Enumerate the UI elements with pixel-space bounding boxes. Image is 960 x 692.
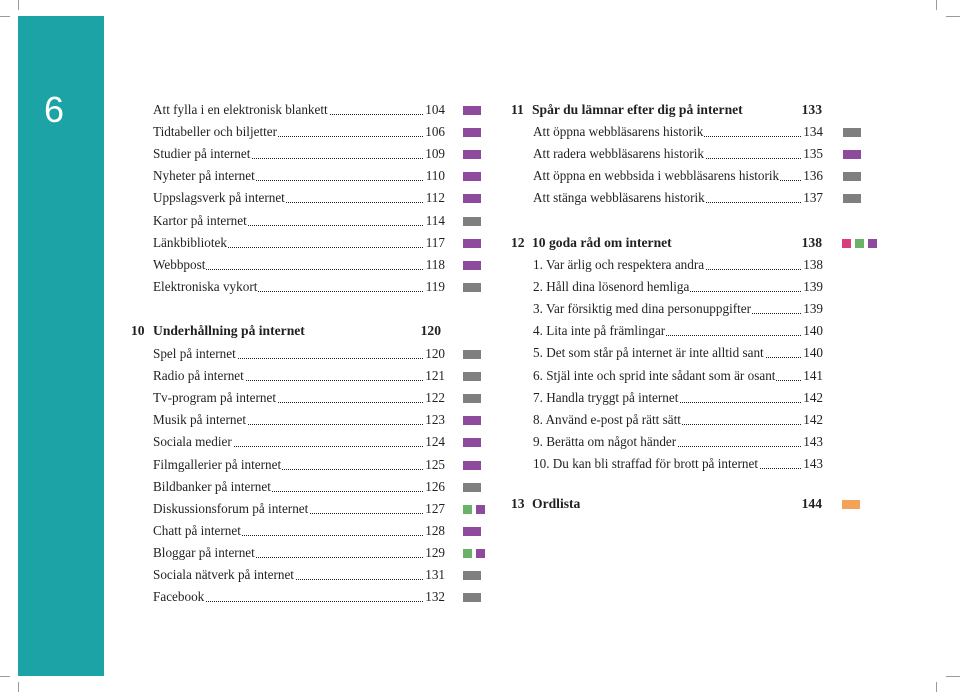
color-marker: [463, 283, 481, 292]
section-page: 138: [801, 235, 822, 250]
toc-entry-title: [533, 366, 801, 386]
toc-entry-title: [533, 454, 801, 474]
toc-entry-title: [153, 432, 423, 452]
section-title: Ordlista: [532, 496, 581, 511]
toc-entry: [533, 410, 863, 430]
crop-mark: [0, 16, 10, 17]
entry-title-text: Chatt på internet: [153, 522, 241, 538]
color-marker: [463, 394, 481, 403]
toc-entry: [153, 455, 493, 475]
entry-title-text: Elektroniska vykort: [153, 278, 258, 294]
color-marker: [855, 239, 864, 248]
toc-entry: [153, 211, 493, 231]
toc-entry-title: [153, 366, 423, 386]
toc-entry: [153, 543, 493, 563]
page-number: 106: [425, 124, 445, 140]
color-marker: [843, 172, 861, 181]
color-marker: [463, 261, 481, 270]
entry-title-text: Att öppna en webbsida i webbläsarens historik: [533, 168, 780, 184]
page-number: 104: [425, 102, 445, 117]
color-marker: [463, 150, 481, 159]
toc-entry-title: [153, 122, 423, 142]
page-number: 143: [803, 433, 823, 449]
page-number: 127: [425, 500, 445, 516]
page-number: 136: [803, 168, 823, 184]
entry-title-text: Spel på internet: [153, 346, 236, 361]
toc-entry-title: [533, 343, 801, 363]
entry-title-text: 3. Var försiktig med dina personuppgifter: [533, 301, 752, 317]
section-page: 120: [420, 323, 441, 338]
color-marker: [463, 505, 472, 514]
toc-entry: [533, 188, 863, 208]
page-number: 114: [425, 212, 445, 228]
color-marker: [843, 128, 861, 137]
toc-entry-title: [153, 255, 423, 275]
page-number: 140: [803, 323, 823, 339]
crop-mark: [18, 682, 19, 692]
entry-title-text: 9. Berätta om något händer: [533, 433, 677, 449]
page-number: 122: [425, 390, 445, 406]
color-marker: [463, 549, 472, 558]
color-marker: [476, 505, 485, 514]
page-number: 142: [803, 389, 823, 405]
toc-entry-title: [153, 410, 423, 430]
toc-section-heading: [511, 494, 863, 514]
entry-title-text: Radio på internet: [153, 368, 244, 384]
page-number: 140: [803, 345, 823, 361]
entry-title-text: Nyheter på internet: [153, 168, 255, 184]
page-number: 131: [425, 567, 445, 582]
section-number: 12: [511, 235, 525, 250]
toc-entry: [533, 144, 863, 164]
toc-entry-title: [153, 344, 423, 364]
color-marker: [868, 239, 877, 248]
page-number: 135: [803, 146, 823, 162]
section-title: 10 goda råd om internet: [532, 235, 672, 250]
entry-title-text: 2. Håll dina lösenord hemliga: [533, 279, 690, 295]
toc-entry-title: [153, 188, 423, 208]
toc-entry: [153, 366, 493, 386]
toc-entry: [153, 499, 493, 519]
color-marker: [476, 549, 485, 558]
entry-title-text: 1. Var ärlig och respektera andra: [533, 257, 705, 272]
crop-mark: [936, 682, 937, 692]
color-marker: [463, 194, 481, 203]
entry-title-text: Länkbibliotek: [153, 234, 227, 250]
section-title: Underhållning på internet: [153, 323, 305, 338]
entry-title-text: Sociala medier: [153, 434, 232, 450]
color-marker: [463, 350, 481, 359]
color-marker: [463, 571, 481, 580]
entry-title-text: Musik på internet: [153, 412, 247, 428]
entry-title-text: 7. Handla tryggt på internet: [533, 389, 679, 405]
page-number: 141: [803, 367, 823, 383]
toc-entry-title: [153, 211, 423, 231]
toc-entry-title: [153, 166, 423, 186]
section-page: 144: [801, 496, 822, 511]
color-marker: [842, 239, 851, 248]
toc-entry-title: [153, 455, 423, 475]
section-number: 10: [131, 323, 145, 338]
entry-title-text: Att fylla i en elektronisk blankett: [153, 102, 328, 117]
color-marker: [463, 372, 481, 381]
crop-mark: [0, 676, 10, 677]
page-number: 123: [425, 412, 445, 428]
crop-mark: [946, 16, 960, 17]
page-number: 118: [425, 256, 445, 272]
entry-title-text: Facebook: [153, 589, 205, 605]
section-page: 133: [801, 102, 822, 117]
toc-entry: [153, 166, 493, 186]
page-number: 109: [425, 146, 445, 162]
toc-entry-title: [153, 144, 423, 164]
toc-entry: [533, 366, 863, 386]
color-marker: [463, 461, 481, 470]
page-number: 134: [803, 124, 823, 139]
entry-title-text: Filmgallerier på internet: [153, 456, 282, 472]
entry-title-text: 8. Använd e-post på rätt sätt: [533, 411, 681, 427]
toc-entry: [533, 454, 863, 474]
toc-entry: [533, 122, 863, 142]
toc-entry-title: [533, 299, 801, 319]
toc-entry: [533, 255, 863, 275]
color-marker: [842, 500, 860, 509]
entry-title-text: 10. Du kan bli straffad för brott på internet: [533, 455, 758, 471]
toc-entry-title: [533, 188, 801, 208]
page-number: 129: [425, 544, 445, 560]
page-number: 143: [803, 455, 823, 471]
entry-title-text: Studier på internet: [153, 146, 251, 162]
crop-mark: [936, 0, 937, 10]
entry-title-text: Kartor på internet: [153, 212, 247, 228]
page-number: 112: [425, 190, 445, 206]
toc-entry: [533, 343, 863, 363]
section-title: Spår du lämnar efter dig på internet: [532, 102, 743, 117]
color-marker: [463, 483, 481, 492]
color-marker: [463, 593, 481, 602]
toc-entry: [153, 587, 493, 607]
toc-entry-title: [153, 587, 423, 607]
toc-section-heading: [511, 100, 863, 120]
color-marker: [463, 128, 481, 137]
entry-title-text: Bildbanker på internet: [153, 478, 271, 494]
page-number: 110: [425, 168, 445, 184]
toc-entry-title: [153, 565, 423, 585]
color-marker: [463, 106, 481, 115]
toc-entry: [153, 277, 493, 297]
toc-entry-title: [533, 321, 801, 341]
toc-entry: [153, 233, 493, 253]
color-marker: [463, 416, 481, 425]
color-marker: [843, 150, 861, 159]
toc-entry: [153, 565, 493, 585]
color-marker: [843, 194, 861, 203]
color-marker: [463, 527, 481, 536]
color-marker: [463, 239, 481, 248]
toc-entry-title: [533, 277, 801, 297]
toc-entry: [153, 432, 493, 452]
toc-entry: [533, 277, 863, 297]
page-number: 119: [425, 278, 445, 294]
toc-entry-title: [533, 410, 801, 430]
toc-entry-title: [153, 388, 423, 408]
toc-section-heading: [511, 233, 863, 253]
entry-title-text: Diskussionsforum på internet: [153, 500, 309, 516]
toc-entry: [533, 299, 863, 319]
toc-entry-title: [533, 144, 801, 164]
page-number: 138: [803, 257, 823, 272]
toc-entry: [533, 321, 863, 341]
crop-mark: [946, 676, 960, 677]
page-number: 139: [803, 279, 823, 295]
page-number: 142: [803, 411, 823, 427]
section-number: 13: [511, 496, 525, 511]
toc-entry: [153, 188, 493, 208]
color-marker: [463, 217, 481, 226]
toc-entry-title: [153, 477, 423, 497]
toc-entry: [153, 410, 493, 430]
page-number: 139: [803, 301, 823, 317]
page-number: 124: [425, 434, 445, 450]
toc-entry-title: [153, 499, 423, 519]
page-number: 126: [425, 478, 445, 494]
entry-title-text: Tv-program på internet: [153, 390, 277, 406]
toc-entry: [533, 166, 863, 186]
page-number: 125: [425, 456, 445, 472]
entry-title-text: 5. Det som står på internet är inte alltid sant: [533, 345, 764, 361]
toc-entry: [533, 388, 863, 408]
toc-entry-title: [153, 543, 423, 563]
entry-title-text: Tidtabeller och biljetter: [153, 124, 278, 140]
toc-entry: [153, 144, 493, 164]
entry-title-text: Webbpost: [153, 256, 206, 272]
entry-title-text: 4. Lita inte på främlingar: [533, 323, 666, 339]
page-number: 120: [425, 346, 445, 361]
entry-title-text: 6. Stjäl inte och sprid inte sådant som är osant: [533, 367, 776, 383]
toc-entry-title: [153, 277, 423, 297]
toc-entry-title: [153, 100, 423, 120]
toc-entry: [153, 255, 493, 275]
entry-title-text: Sociala nätverk på internet: [153, 567, 294, 582]
entry-title-text: Bloggar på internet: [153, 544, 255, 560]
page-number: 121: [425, 368, 445, 384]
toc-entry-title: [533, 432, 801, 452]
toc-entry-title: [153, 521, 423, 541]
toc-entry-title: [533, 255, 801, 275]
entry-title-text: Att stänga webbläsarens historik: [533, 190, 705, 206]
chapter-number: 6: [44, 89, 65, 130]
toc-section-heading: [131, 321, 491, 341]
toc-entry-title: [533, 388, 801, 408]
toc-entry: [153, 477, 493, 497]
color-marker: [463, 172, 481, 181]
entry-title-text: Att öppna webbläsarens historik: [533, 124, 704, 139]
entry-title-text: Uppslagsverk på internet: [153, 190, 285, 206]
section-number: 11: [511, 102, 524, 117]
toc-entry: [533, 432, 863, 452]
page-number: 128: [425, 522, 445, 538]
page-number: 137: [803, 190, 823, 206]
toc-entry: [153, 100, 493, 120]
crop-mark: [18, 0, 19, 10]
entry-title-text: Att radera webbläsarens historik: [533, 146, 705, 162]
page-number: 117: [425, 234, 445, 250]
toc-entry-title: [533, 122, 801, 142]
page-number: 132: [425, 589, 445, 605]
toc-entry: [153, 344, 493, 364]
toc-entry: [153, 521, 493, 541]
toc-entry-title: [533, 166, 801, 186]
color-marker: [463, 438, 481, 447]
toc-entry: [153, 122, 493, 142]
toc-entry-title: [153, 233, 423, 253]
toc-entry: [153, 388, 493, 408]
